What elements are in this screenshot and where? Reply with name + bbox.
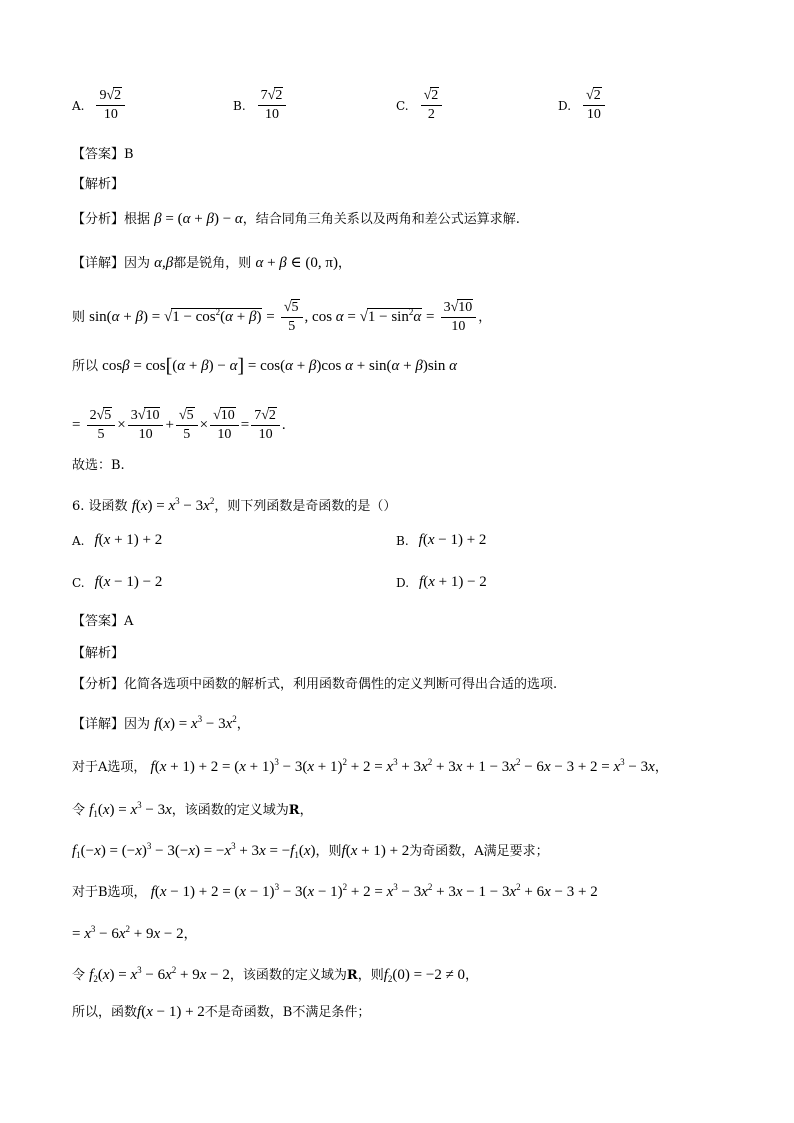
detail-line: 【详解】因为 α,β都是锐角，则 α + β ∈ (0, π)，	[72, 255, 351, 271]
option-label: A.	[72, 98, 85, 113]
option-b	[233, 88, 288, 123]
conclusion-b: 所以，函数f(x − 1) + 2不是奇函数，B不满足条件；	[72, 1004, 371, 1020]
fraction: $\frac{√2}{10}$	[583, 88, 605, 123]
option-b-expansion: 对于B选项， $f(x - 1) + 2 = (x - 1)^3 - 3(x - 1)^2 + 2 = x^3 - 3x^2 + 3x - 1 - 3x^2 + 6x - 3 + 2$	[72, 882, 598, 900]
option-c	[396, 88, 444, 123]
option-label: C.	[396, 98, 409, 113]
equation-cosbeta: 所以 cosβ = cos[(α + β) − α] = cos(α + β)cos α + sin(α + β)sin α	[72, 355, 457, 377]
equation-sin-cos: 则 $\sin(\alpha + \beta) = √1 - \cos^2(\alpha + \beta)$ = $\frac{√5}{5}$ , $\cos \alpha = √1 - \sin^2\alpha$ = $\frac{3√10}{10}$ ，	[72, 300, 492, 334]
analysis-heading: 【解析】	[72, 177, 125, 192]
f1-odd-check: $f_1(-x) = (-x)^3 - 3(-x) = -x^3 + 3x = -f_1(x)$，则f(x + 1) + 2为奇函数，A满足要求；	[72, 841, 549, 860]
define-f2: 令 $f_2(x) = x^3 - 6x^2 + 9x - 2$，该函数的定义域为R，则$f_2(0) = -2 \ne 0$，	[72, 965, 479, 984]
detail-line-6: 【详解】因为 $f(x) = x^3 - 3x^2$，	[72, 714, 250, 732]
answer-line: 【答案】B	[72, 147, 134, 162]
fraction: $\frac{9√2}{10}$	[96, 88, 125, 123]
question-6-stem: 6. 设函数 $f(x) = x^3 - 3x^2$，则下列函数是奇函数的是（）	[72, 496, 397, 514]
q6-option-c: C. f(x − 1) − 2	[72, 574, 163, 590]
fraction: $\frac{√2}{2}$	[421, 88, 443, 123]
answer-line-6: 【答案】A	[72, 614, 134, 629]
define-f1: 令 $f_1(x) = x^3 - 3x$，该函数的定义域为R，	[72, 800, 313, 819]
option-a	[72, 88, 127, 123]
choose-line: 故选：B.	[72, 458, 125, 473]
option-d	[558, 88, 607, 123]
analysis-heading-6: 【解析】	[72, 646, 125, 661]
q6-option-b: B. f(x − 1) + 2	[396, 532, 487, 548]
option-label: D.	[558, 98, 572, 113]
q6-option-a: A. f(x + 1) + 2	[72, 532, 163, 548]
option-b-result: = $x^3 - 6x^2 + 9x - 2$，	[72, 924, 197, 942]
equation-result: = $\frac{2√5}{5}$ × $\frac{3√10}{10}$ + $\frac{√5}{5}$ × $\frac{√10}{10}$ = $\frac{7√2}{10}$ .	[72, 408, 286, 442]
q6-option-d: D. f(x + 1) − 2	[396, 574, 487, 590]
option-label: B.	[233, 98, 246, 113]
fenxi-line: 【分析】根据 β = (α + β) − α，结合同角三角关系以及两角和差公式运算求解.	[72, 211, 520, 227]
fraction: $\frac{7√2}{10}$	[258, 88, 287, 123]
fenxi-line-6: 【分析】化简各选项中函数的解析式，利用函数奇偶性的定义判断可得出合适的选项.	[72, 677, 558, 692]
option-a-expansion: 对于A选项， $f(x + 1) + 2 = (x + 1)^3 - 3(x + 1)^2 + 2 = x^3 + 3x^2 + 3x + 1 - 3x^2 - 6x - 3 + 2 = x^3 - 3x$，	[72, 757, 668, 775]
